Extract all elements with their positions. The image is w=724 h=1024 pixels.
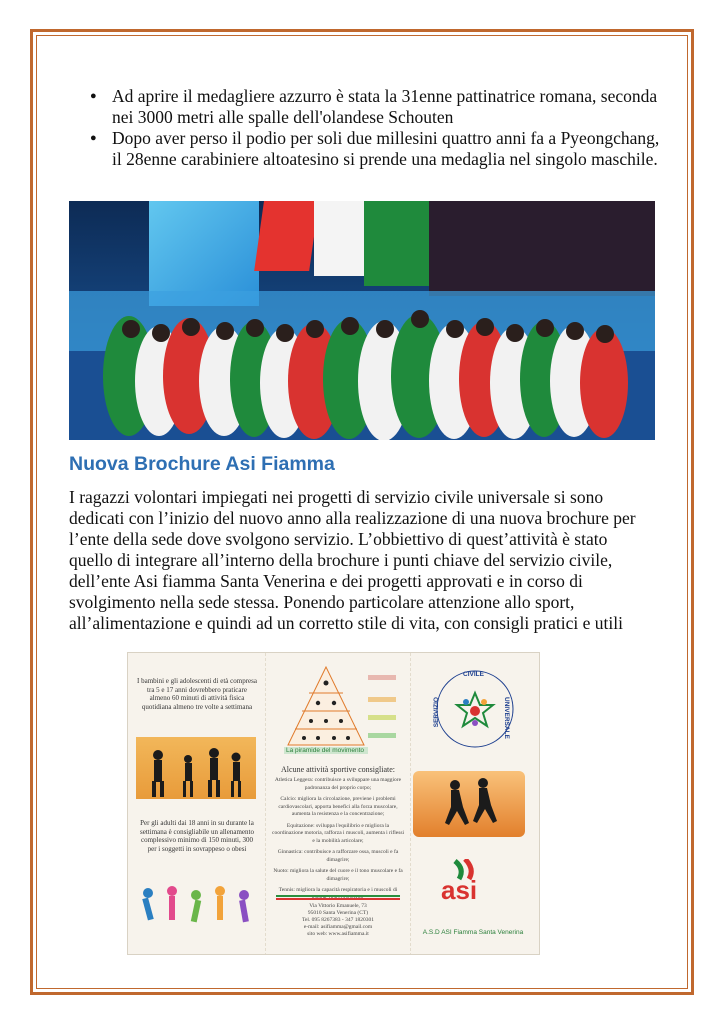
- divider: [276, 895, 400, 897]
- activities-list: [272, 777, 404, 906]
- bullet-list: [68, 86, 668, 170]
- contact-address: [272, 903, 404, 938]
- section-title: Nuova Brochure Asi Fiamma: [69, 453, 335, 475]
- brochure-column-2: [265, 653, 411, 955]
- brochure-column-1: [128, 653, 265, 955]
- activity-item: Tennis: migliora la capacità respiratoria e i muscoli di: [278, 887, 398, 893]
- movement-pyramid-icon: [276, 663, 400, 753]
- divider: [276, 898, 400, 900]
- club-name: A.S.D ASI Fiamma Santa Venerina: [422, 929, 524, 936]
- activity-item: Atletica Leggera: contribuisce a sviluppare una maggiore padronanza del proprio corpo;: [274, 777, 402, 791]
- address-line: e-mail: asifiamma@gmail.com: [303, 924, 373, 930]
- activity-item: Equitazione: sviluppa l'equilibrio e migliora la coordinazione motoria, rafforza i muscoli, aumenta i riflessi e la mobilità articolare;: [272, 822, 405, 844]
- runners-silhouette-image: [413, 771, 525, 837]
- brochure-children-text: I bambini e gli adolescenti di età compresa tra 5 e 17 anni dovrebbero praticare almeno 60 minuti di attività fisica quotidiana almeno tre volte a settimana: [137, 677, 257, 711]
- brochure-adults-text: Per gli adulti dai 18 anni in su durante la settimana è consigliabile un allenamento complessivo minimo di 150 minuti, 300 per i soggetti in sovrappeso o obesi: [140, 819, 254, 853]
- activity-item: Calcio: migliora la circolazione, previene i problemi cardiovascolari, apporta benefici alla forza muscolare, aumenta la resistenza e la concentrazione;: [278, 796, 398, 817]
- logo-ring-left: SERVIZIO: [433, 697, 440, 728]
- bullet-item: ● Ad aprire il medagliere azzurro è stata la 31enne pattinatrice romana, seconda nei 3000 metri alle spalle dell'olandese Schouten: [112, 86, 668, 128]
- address-line: 95010 Santa Venerina (CT): [307, 910, 369, 916]
- activities-title: Alcune attività sportive consigliate:: [281, 765, 395, 774]
- logo-ring-right: UNIVERSALE: [503, 697, 510, 739]
- activity-item: Nuoto: migliora la salute del cuore e il tono muscolare e fa dimagrire;: [273, 868, 403, 882]
- body-paragraph: I ragazzi volontari impiegati nei progetti di servizio civile universale si sono dedicati con l’inizio del nuovo anno alla realizzazione di una nuova brochure per l’ente della sede dove svolgono servizio. L’obbiettivo di quest’attività è stato quello di integrare all’interno della brochure i punti chiave del servizio civile, dell’ente Asi fiamma Santa Venerina e dei progetti approvati e in corso di svolgimento nella sede stessa. Ponendo particolare attenzione allo sport, all’alimentazione e quindi ad un corretto stile di vita, con consigli pratici e utili: [69, 487, 636, 633]
- address-line: Via Vittorio Emanuele, 73: [309, 903, 367, 909]
- servizio-civile-logo: [433, 667, 517, 751]
- address-line: sito web: www.asifiamma.it: [307, 931, 369, 937]
- brochure-column-3: [409, 653, 540, 955]
- address-line: Tel. 095 8267383 - 347 1820301: [301, 917, 375, 923]
- bullet-item: ● Dopo aver perso il podio per soli due millesini quattro anni fa a Pyeongchang, il 28enne carabiniere altoatesino si prende una medaglia nel singolo maschile.: [112, 128, 668, 170]
- children-silhouette-image: [136, 737, 256, 799]
- asi-logo-text: asi: [441, 875, 478, 905]
- brochure-image: [127, 652, 540, 955]
- asi-logo: [437, 859, 503, 909]
- pyramid-label: La piramide del movimento: [284, 747, 368, 754]
- olympic-team-photo: [69, 201, 655, 440]
- sport-figures-image: [136, 881, 258, 937]
- activity-item: Ginnastica: contribuisce a rafforzare ossa, muscoli e fa dimagrire;: [277, 849, 399, 863]
- logo-ring-top: CIVILE: [463, 671, 484, 678]
